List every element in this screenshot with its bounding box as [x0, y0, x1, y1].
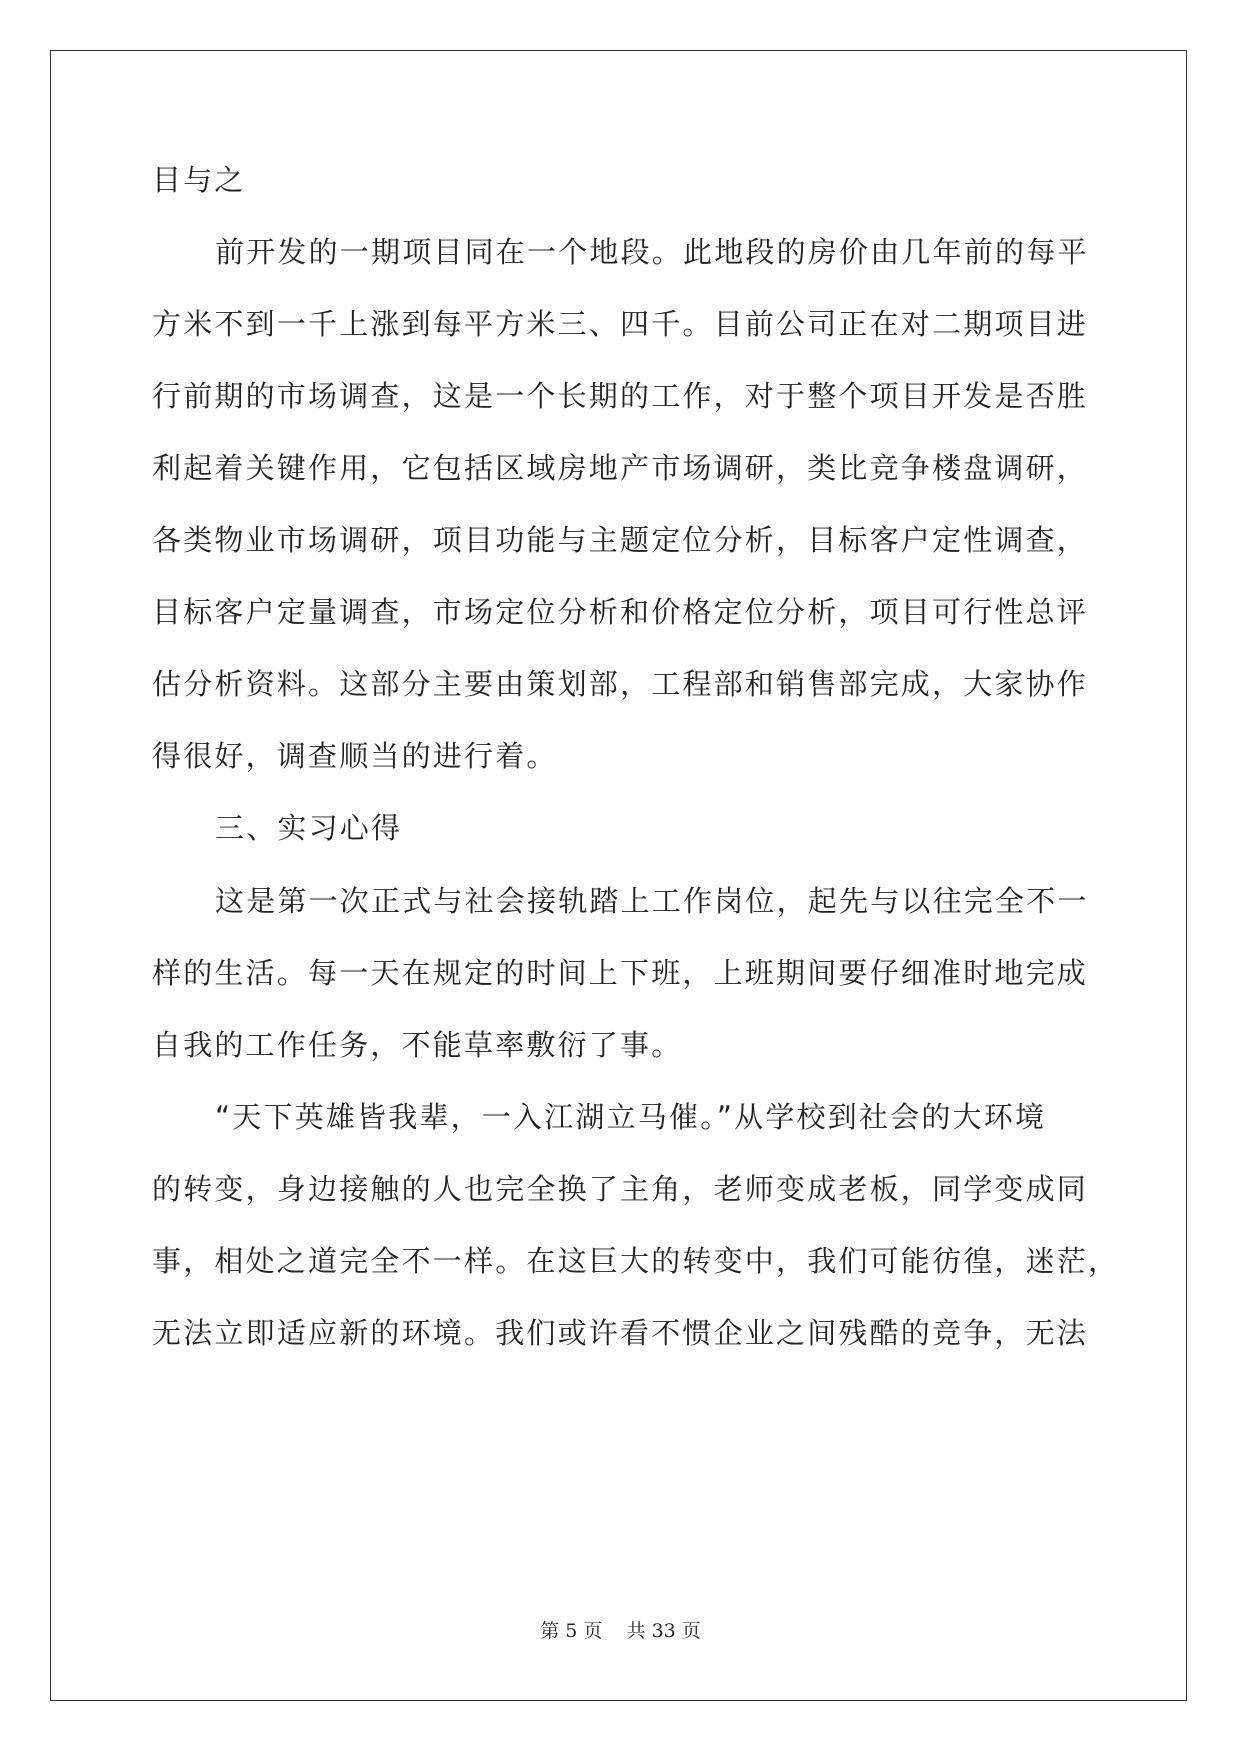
text-line: 估分析资料。这部分主要由策划部，工程部和销售部完成，大家协作	[152, 667, 1089, 701]
page-footer	[0, 1616, 1241, 1643]
text-line: 各类物业市场调研，项目功能与主题定位分析，目标客户定性调查，	[152, 523, 1089, 557]
text-line: 样的生活。每一天在规定的时间上下班，上班期间要仔细准时地完成	[152, 956, 1089, 990]
text-line: 目与之	[152, 163, 246, 197]
text-line: 事，相处之道完全不一样。在这巨大的转变中，我们可能彷徨，迷茫，	[152, 1244, 1120, 1278]
text-line: 无法立即适应新的环境。我们或许看不惯企业之间残酷的竞争，无法	[152, 1316, 1089, 1350]
page-border	[50, 50, 1187, 1701]
text-line: “天下英雄皆我辈，一入江湖立马催。”从学校到社会的大环境	[215, 1100, 1047, 1134]
total-pages: 共 33 页	[626, 1620, 701, 1642]
section-heading: 三、实习心得	[215, 811, 403, 845]
text-line: 前开发的一期项目同在一个地段。此地段的房价由几年前的每平	[215, 235, 1089, 269]
text-line: 得很好，调查顺当的进行着。	[152, 739, 558, 773]
text-line: 行前期的市场调查，这是一个长期的工作，对于整个项目开发是否胜	[152, 379, 1089, 413]
text-line: 利起着关键作用，它包括区域房地产市场调研，类比竞争楼盘调研，	[152, 451, 1089, 485]
text-line: 方米不到一千上涨到每平方米三、四千。目前公司正在对二期项目进	[152, 307, 1089, 341]
text-line: 自我的工作任务，不能草率敷衍了事。	[152, 1028, 683, 1062]
text-line: 这是第一次正式与社会接轨踏上工作岗位，起先与以往完全不一	[215, 884, 1089, 918]
page-number: 第 5 页	[540, 1620, 603, 1642]
text-line: 的转变，身边接触的人也完全换了主角，老师变成老板，同学变成同	[152, 1172, 1089, 1206]
text-line: 目标客户定量调查，市场定位分析和价格定位分析，项目可行性总评	[152, 595, 1089, 629]
